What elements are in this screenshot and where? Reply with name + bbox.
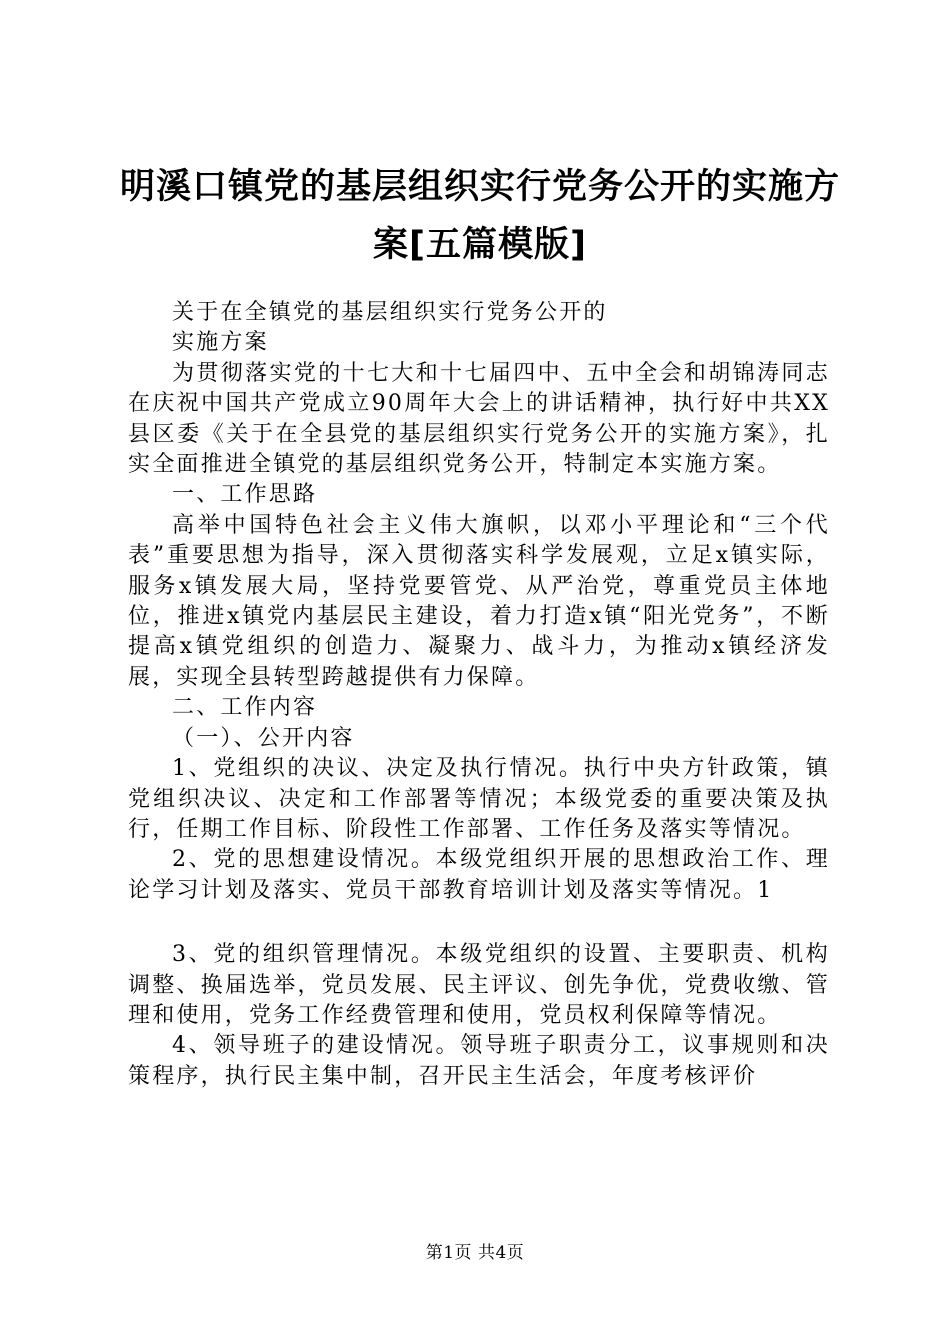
paragraph-item-3: 3、党的组织管理情况。本级党组织的设置、主要职责、机构调整、换届选举，党员发展、民主评议、创先争优，党费收缴、管理和使用，党务工作经费管理和使用，党员权利保障等情况。 — [128, 942, 830, 1028]
paragraph-notice-heading: 关于在全镇党的基层组织实行党务公开的 — [172, 300, 608, 325]
paragraph-item-4: 4、领导班子的建设情况。领导班子职责分工，议事规则和决策程序，执行民主集中制，召开民主生活会，年度考核评价 — [128, 1033, 830, 1089]
section-heading-work-approach: 一、工作思路 — [172, 482, 318, 508]
paragraph-notice-subheading: 实施方案 — [172, 330, 269, 356]
page-footer: 第1页 共4页 — [425, 1243, 525, 1263]
document-title-line-1: 明溪口镇党的基层组织实行党务公开的实施方 — [120, 167, 841, 207]
section-heading-work-content: 二、工作内容 — [172, 695, 318, 721]
paragraph-work-approach: 高举中国特色社会主义伟大旗帜，以邓小平理论和“三个代表”重要思想为指导，深入贯彻落实科学发展观，立足x镇实际，服务x镇发展大局，坚持党要管党、从严治党，尊重党员主体地位，推进x镇党内基层民主建设，着力打造x镇“阳光党务”，不断提高x镇党组织的创造力、凝聚力、战斗力，为推动x镇经济发展，实现全县转型跨越提供有力保障。 — [128, 512, 830, 690]
paragraph-item-2: 2、党的思想建设情况。本级党组织开展的思想政治工作、理论学习计划及落实、党员干部教育培训计划及落实等情况。1 — [128, 847, 830, 903]
document-title-line-2: 案[五篇模版] — [373, 225, 587, 265]
paragraph-preamble: 为贯彻落实党的十七大和十七届四中、五中全会和胡锦涛同志在庆祝中国共产党成立90周年大会上的讲话精神，执行好中共XX县区委《关于在全县党的基层组织实行党务公开的实施方案》，扎实全面推进全镇党的基层组织党务公开，特制定本实施方案。 — [128, 360, 830, 478]
paragraph-gap — [128, 906, 830, 940]
document-body — [128, 298, 830, 1092]
subsection-heading-disclosure-content: （一）、公开内容 — [172, 725, 355, 751]
paragraph-item-1: 1、党组织的决议、决定及执行情况。执行中央方针政策，镇党组织决议、决定和工作部署等情况；本级党委的重要决策及执行，任期工作目标、阶段性工作部署、工作任务及落实等情况。 — [128, 756, 830, 842]
